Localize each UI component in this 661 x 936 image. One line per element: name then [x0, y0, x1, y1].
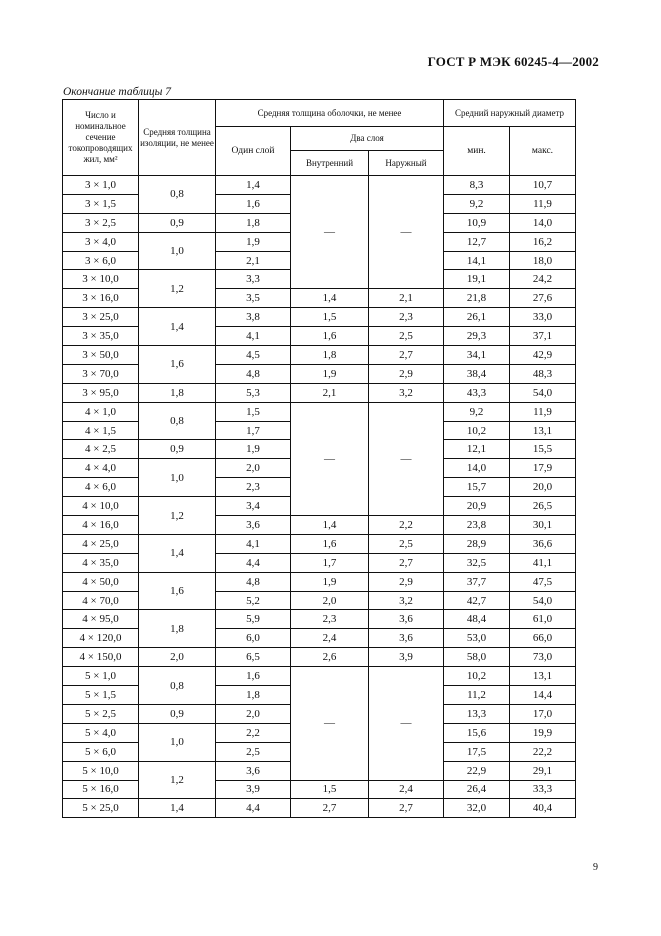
cell-inner: 2,0	[291, 591, 369, 610]
cell-min: 20,9	[444, 497, 510, 516]
cell-cross-section: 3 × 2,5	[63, 213, 139, 232]
cell-insulation: 1,4	[139, 799, 216, 818]
cell-max: 15,5	[510, 440, 576, 459]
header-inner: Внутренний	[291, 151, 369, 176]
cell-insulation: 1,0	[139, 459, 216, 497]
cell-one-layer: 1,6	[216, 194, 291, 213]
cell-cross-section: 4 × 10,0	[63, 497, 139, 516]
cell-min: 8,3	[444, 176, 510, 195]
cell-one-layer: 3,6	[216, 761, 291, 780]
cell-outer: 3,6	[369, 610, 444, 629]
cell-min: 28,9	[444, 534, 510, 553]
header-one-layer: Один слой	[216, 127, 291, 176]
cell-min: 29,3	[444, 327, 510, 346]
cell-outer: —	[369, 176, 444, 289]
cell-cross-section: 4 × 35,0	[63, 553, 139, 572]
cell-one-layer: 4,4	[216, 799, 291, 818]
header-diameter: Средний наружный диаметр	[444, 100, 576, 127]
header-outer: Наружный	[369, 151, 444, 176]
cell-one-layer: 6,0	[216, 629, 291, 648]
cell-min: 26,1	[444, 308, 510, 327]
page-number: 9	[593, 862, 598, 873]
cell-insulation: 0,8	[139, 667, 216, 705]
cell-max: 18,0	[510, 251, 576, 270]
cell-insulation: 1,4	[139, 534, 216, 572]
cell-cross-section: 5 × 1,0	[63, 667, 139, 686]
cell-one-layer: 1,9	[216, 232, 291, 251]
cell-cross-section: 5 × 6,0	[63, 742, 139, 761]
cell-cross-section: 4 × 16,0	[63, 516, 139, 535]
cell-inner: 1,7	[291, 553, 369, 572]
cell-insulation: 1,6	[139, 572, 216, 610]
cell-cross-section: 3 × 70,0	[63, 364, 139, 383]
cell-cross-section: 3 × 25,0	[63, 308, 139, 327]
cell-min: 10,9	[444, 213, 510, 232]
cell-insulation: 1,2	[139, 497, 216, 535]
cell-cross-section: 4 × 50,0	[63, 572, 139, 591]
cell-one-layer: 1,6	[216, 667, 291, 686]
cell-outer: 2,5	[369, 327, 444, 346]
cell-min: 23,8	[444, 516, 510, 535]
cell-one-layer: 4,8	[216, 572, 291, 591]
cell-one-layer: 3,3	[216, 270, 291, 289]
cell-max: 20,0	[510, 478, 576, 497]
cell-inner: 2,6	[291, 648, 369, 667]
cell-one-layer: 1,8	[216, 213, 291, 232]
cell-max: 30,1	[510, 516, 576, 535]
cell-max: 66,0	[510, 629, 576, 648]
cell-max: 54,0	[510, 383, 576, 402]
cell-inner: 1,6	[291, 327, 369, 346]
table-row	[63, 308, 576, 327]
cell-min: 17,5	[444, 742, 510, 761]
cell-one-layer: 4,1	[216, 327, 291, 346]
cell-cross-section: 3 × 4,0	[63, 232, 139, 251]
cell-min: 53,0	[444, 629, 510, 648]
cell-max: 10,7	[510, 176, 576, 195]
cell-inner: 1,6	[291, 534, 369, 553]
cell-cross-section: 5 × 10,0	[63, 761, 139, 780]
cell-one-layer: 1,5	[216, 402, 291, 421]
cell-min: 21,8	[444, 289, 510, 308]
cell-insulation: 1,2	[139, 270, 216, 308]
cell-min: 10,2	[444, 667, 510, 686]
cell-cross-section: 4 × 25,0	[63, 534, 139, 553]
cell-one-layer: 1,4	[216, 176, 291, 195]
cell-cross-section: 3 × 50,0	[63, 346, 139, 365]
cell-outer: 3,2	[369, 383, 444, 402]
cell-min: 11,2	[444, 686, 510, 705]
cell-cross-section: 5 × 2,5	[63, 704, 139, 723]
table-row	[63, 667, 576, 686]
cell-inner: 2,4	[291, 629, 369, 648]
table-body	[63, 176, 576, 818]
cell-min: 19,1	[444, 270, 510, 289]
cell-insulation: 1,8	[139, 610, 216, 648]
cell-min: 14,1	[444, 251, 510, 270]
cell-outer: —	[369, 402, 444, 515]
cell-inner: 1,5	[291, 780, 369, 799]
cell-insulation: 0,8	[139, 176, 216, 214]
cell-one-layer: 2,2	[216, 723, 291, 742]
cell-one-layer: 3,5	[216, 289, 291, 308]
cell-cross-section: 4 × 2,5	[63, 440, 139, 459]
cell-min: 37,7	[444, 572, 510, 591]
cell-cross-section: 3 × 16,0	[63, 289, 139, 308]
header-cross-section: Число и номинальное сечение токопроводящих жил, мм²	[63, 100, 139, 176]
cell-min: 34,1	[444, 346, 510, 365]
cell-max: 40,4	[510, 799, 576, 818]
cell-outer: 2,9	[369, 364, 444, 383]
cell-min: 13,3	[444, 704, 510, 723]
cell-one-layer: 2,5	[216, 742, 291, 761]
cell-cross-section: 4 × 70,0	[63, 591, 139, 610]
cell-max: 11,9	[510, 402, 576, 421]
header-min: мин.	[444, 127, 510, 176]
cell-cross-section: 4 × 150,0	[63, 648, 139, 667]
cell-inner: 1,9	[291, 572, 369, 591]
cell-insulation: 0,8	[139, 402, 216, 440]
cell-outer: 2,7	[369, 799, 444, 818]
cell-insulation: 2,0	[139, 648, 216, 667]
cell-cross-section: 3 × 1,5	[63, 194, 139, 213]
cell-min: 26,4	[444, 780, 510, 799]
cell-cross-section: 4 × 6,0	[63, 478, 139, 497]
cell-insulation: 1,0	[139, 232, 216, 270]
cell-one-layer: 2,0	[216, 704, 291, 723]
cell-inner: 2,3	[291, 610, 369, 629]
header-two-layers: Два слоя	[291, 127, 444, 151]
cell-inner: 1,5	[291, 308, 369, 327]
cell-inner: —	[291, 402, 369, 515]
cell-outer: 2,9	[369, 572, 444, 591]
cell-max: 61,0	[510, 610, 576, 629]
table-row	[63, 176, 576, 195]
cell-min: 12,1	[444, 440, 510, 459]
table-row	[63, 799, 576, 818]
cell-max: 73,0	[510, 648, 576, 667]
cell-outer: 3,6	[369, 629, 444, 648]
cell-min: 12,7	[444, 232, 510, 251]
cell-cross-section: 3 × 35,0	[63, 327, 139, 346]
cell-one-layer: 1,8	[216, 686, 291, 705]
cell-outer: 2,5	[369, 534, 444, 553]
cell-inner: 2,1	[291, 383, 369, 402]
cell-max: 13,1	[510, 421, 576, 440]
header-max: макс.	[510, 127, 576, 176]
header-sheath: Средняя толщина оболочки, не менее	[216, 100, 444, 127]
document-header: ГОСТ Р МЭК 60245-4—2002	[427, 54, 599, 69]
cell-min: 14,0	[444, 459, 510, 478]
cell-max: 16,2	[510, 232, 576, 251]
cell-insulation: 1,0	[139, 723, 216, 761]
cell-one-layer: 3,8	[216, 308, 291, 327]
cell-max: 24,2	[510, 270, 576, 289]
cell-one-layer: 5,2	[216, 591, 291, 610]
cell-max: 17,0	[510, 704, 576, 723]
table-caption: Окончание таблицы 7	[63, 86, 171, 98]
cell-inner: 1,9	[291, 364, 369, 383]
cell-max: 14,0	[510, 213, 576, 232]
table-row	[63, 648, 576, 667]
cell-max: 48,3	[510, 364, 576, 383]
cell-insulation: 1,8	[139, 383, 216, 402]
cell-insulation: 0,9	[139, 213, 216, 232]
cell-min: 9,2	[444, 194, 510, 213]
cell-insulation: 0,9	[139, 440, 216, 459]
cell-max: 29,1	[510, 761, 576, 780]
cell-one-layer: 5,9	[216, 610, 291, 629]
cell-min: 32,0	[444, 799, 510, 818]
cell-max: 13,1	[510, 667, 576, 686]
cell-one-layer: 2,1	[216, 251, 291, 270]
data-table	[62, 99, 576, 818]
cell-min: 43,3	[444, 383, 510, 402]
cell-max: 42,9	[510, 346, 576, 365]
cell-max: 47,5	[510, 572, 576, 591]
cell-outer: 2,4	[369, 780, 444, 799]
cell-one-layer: 3,4	[216, 497, 291, 516]
header-insulation: Средняя толщина изоляции, не менее	[139, 100, 216, 176]
cell-outer: 2,7	[369, 346, 444, 365]
cell-outer: 3,9	[369, 648, 444, 667]
cell-max: 37,1	[510, 327, 576, 346]
cell-cross-section: 3 × 6,0	[63, 251, 139, 270]
cell-cross-section: 4 × 4,0	[63, 459, 139, 478]
cell-cross-section: 4 × 95,0	[63, 610, 139, 629]
cell-insulation: 1,4	[139, 308, 216, 346]
cell-max: 11,9	[510, 194, 576, 213]
cell-min: 10,2	[444, 421, 510, 440]
cell-one-layer: 3,9	[216, 780, 291, 799]
cell-inner: 1,4	[291, 516, 369, 535]
cell-one-layer: 1,7	[216, 421, 291, 440]
cell-max: 33,0	[510, 308, 576, 327]
cell-cross-section: 4 × 120,0	[63, 629, 139, 648]
cell-cross-section: 3 × 95,0	[63, 383, 139, 402]
cell-max: 17,9	[510, 459, 576, 478]
cell-inner: —	[291, 667, 369, 780]
cell-max: 41,1	[510, 553, 576, 572]
cell-inner: —	[291, 176, 369, 289]
cell-min: 48,4	[444, 610, 510, 629]
cell-cross-section: 5 × 25,0	[63, 799, 139, 818]
cell-one-layer: 6,5	[216, 648, 291, 667]
cell-max: 19,9	[510, 723, 576, 742]
cell-one-layer: 2,0	[216, 459, 291, 478]
cell-outer: 2,7	[369, 553, 444, 572]
cell-min: 58,0	[444, 648, 510, 667]
cell-one-layer: 4,4	[216, 553, 291, 572]
cell-cross-section: 3 × 10,0	[63, 270, 139, 289]
cell-one-layer: 4,5	[216, 346, 291, 365]
cell-max: 22,2	[510, 742, 576, 761]
cell-cross-section: 5 × 1,5	[63, 686, 139, 705]
table-row	[63, 346, 576, 365]
cell-outer: 3,2	[369, 591, 444, 610]
cell-max: 36,6	[510, 534, 576, 553]
table-row	[63, 534, 576, 553]
cell-outer: 2,1	[369, 289, 444, 308]
table-row	[63, 383, 576, 402]
cell-cross-section: 5 × 16,0	[63, 780, 139, 799]
cell-outer: —	[369, 667, 444, 780]
cell-insulation: 1,6	[139, 346, 216, 384]
cell-outer: 2,2	[369, 516, 444, 535]
cell-min: 9,2	[444, 402, 510, 421]
cell-inner: 1,8	[291, 346, 369, 365]
cell-min: 32,5	[444, 553, 510, 572]
cell-max: 33,3	[510, 780, 576, 799]
table-row	[63, 572, 576, 591]
cell-min: 15,6	[444, 723, 510, 742]
cell-one-layer: 4,8	[216, 364, 291, 383]
cell-outer: 2,3	[369, 308, 444, 327]
cell-insulation: 1,2	[139, 761, 216, 799]
cell-one-layer: 1,9	[216, 440, 291, 459]
cell-max: 27,6	[510, 289, 576, 308]
cell-one-layer: 5,3	[216, 383, 291, 402]
cell-min: 38,4	[444, 364, 510, 383]
cell-cross-section: 4 × 1,5	[63, 421, 139, 440]
cell-insulation: 0,9	[139, 704, 216, 723]
cell-max: 14,4	[510, 686, 576, 705]
cell-min: 42,7	[444, 591, 510, 610]
cell-one-layer: 2,3	[216, 478, 291, 497]
cell-min: 22,9	[444, 761, 510, 780]
cell-max: 26,5	[510, 497, 576, 516]
cell-max: 54,0	[510, 591, 576, 610]
table-row	[63, 610, 576, 629]
cell-min: 15,7	[444, 478, 510, 497]
cell-one-layer: 4,1	[216, 534, 291, 553]
cell-one-layer: 3,6	[216, 516, 291, 535]
cell-cross-section: 5 × 4,0	[63, 723, 139, 742]
cell-cross-section: 4 × 1,0	[63, 402, 139, 421]
cell-cross-section: 3 × 1,0	[63, 176, 139, 195]
cell-inner: 1,4	[291, 289, 369, 308]
table-row	[63, 402, 576, 421]
cell-inner: 2,7	[291, 799, 369, 818]
